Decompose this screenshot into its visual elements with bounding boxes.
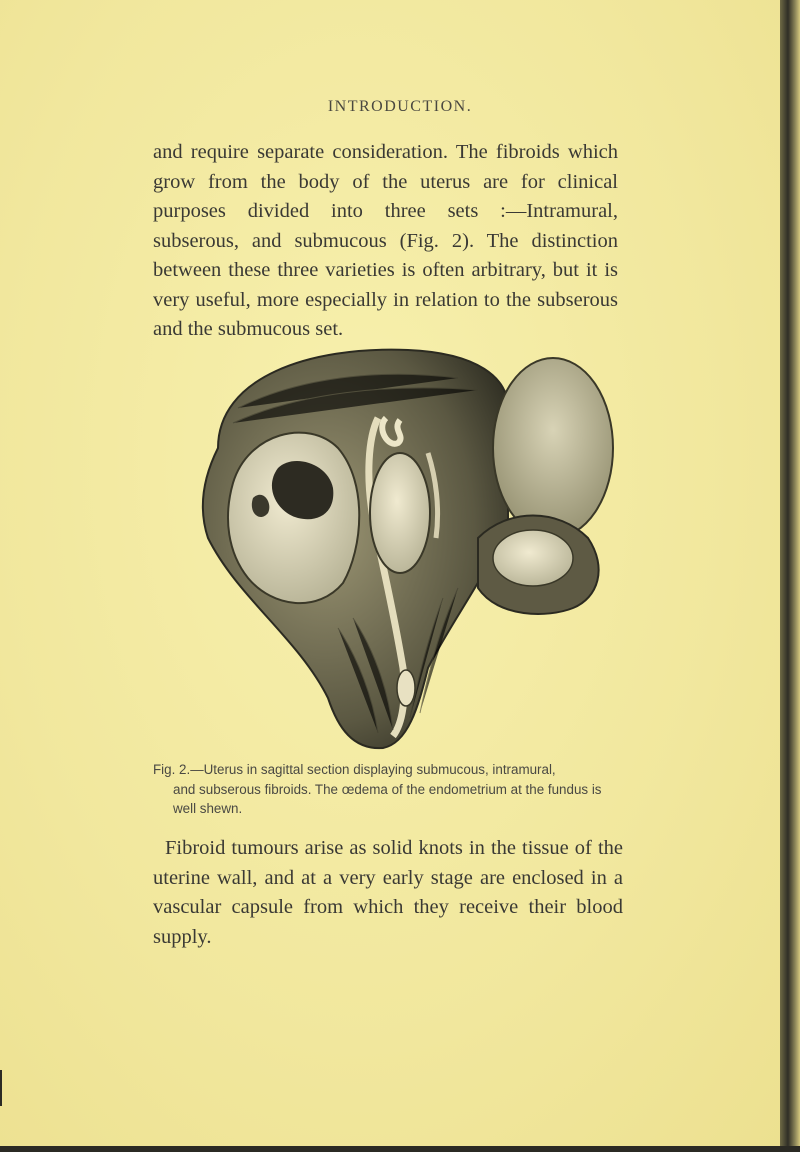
page-edge-shadow [780,0,800,1152]
paragraph-2-text: Fibroid tumours arise as solid knots in the tissue of the uterine wall, and at a very early stage are enclosed in a vascular capsule from which they receive their blood supply. [153,837,623,948]
bottom-edge-rule [0,1146,800,1152]
paragraph-1: and require separate consideration. The fibroids which grow from the body of the uterus are for clinical purposes divided into three sets :—Intramural, subserous, and submucous (Fig. 2). The distinction between these three varieties is often arbitrary, but it is very useful, more especially in relation to the subserous and the submucous set. [153,141,618,340]
caption-text-line-2: and subserous fibroids. The œdema of the endometrium at the fundus is well shewn. [173,781,602,816]
caption-text-line-1: —Uterus in sagittal section displaying submucous, intramural, [190,762,556,777]
paragraph-2 [153,834,623,952]
margin-mark [0,1070,2,1106]
figure-2 [178,338,626,754]
running-head: INTRODUCTION. [327,98,473,115]
uterus-illustration-icon [178,338,626,754]
caption-label: Fig. 2. [153,762,191,777]
figure-caption [153,760,623,819]
